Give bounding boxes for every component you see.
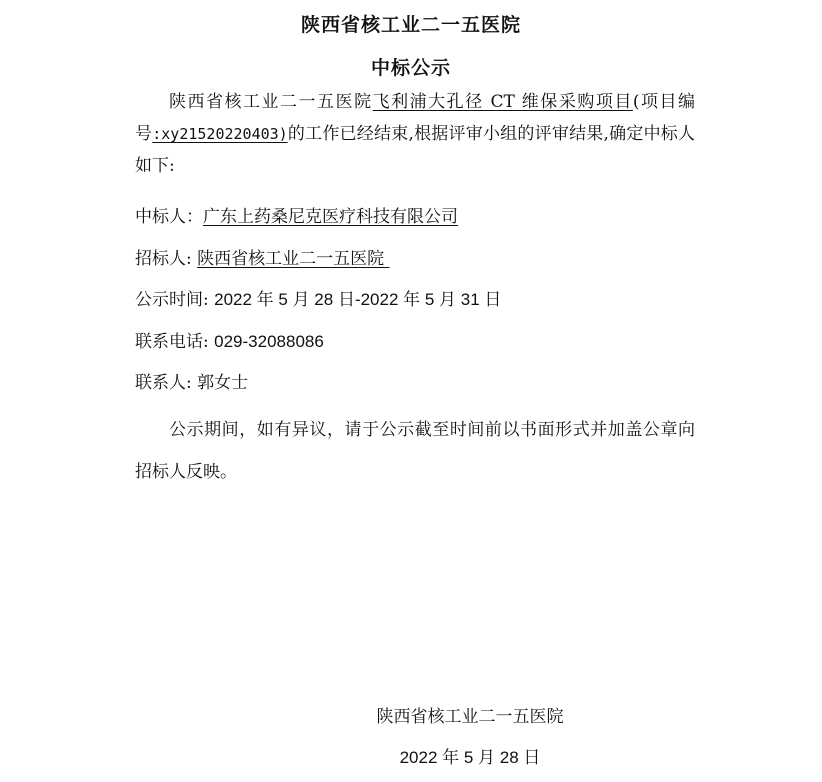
winner-label: 中标人：: [135, 207, 203, 227]
contact-label: 联系人:: [135, 373, 198, 393]
winner-line: [135, 205, 458, 229]
objection-note: 公示期间，如有异议，请于公示截至时间前以书面形式并加盖公章向招标人反映。: [135, 420, 695, 482]
project-code: :xy21520220403): [152, 125, 288, 143]
document-title: 中标公示: [370, 57, 451, 79]
intro-org: 陕西省核工业二一五医院: [169, 92, 373, 112]
phone-line: [135, 330, 324, 354]
period-label: 公示时间:: [135, 290, 215, 310]
period-line: [135, 288, 501, 312]
contact-line: [135, 371, 248, 395]
intro-rest: 的工作已经结束,根据评审小组的评审结果,确定中标人如下:: [135, 124, 696, 176]
phone-label: 联系电话:: [135, 332, 215, 352]
project-name: 飞利浦大孔径 CT 维保采购项目: [372, 92, 633, 112]
document-org-title: 陕西省核工业二一五医院: [300, 14, 521, 36]
tenderer-line: [135, 247, 390, 271]
tenderer-label: 招标人:: [135, 249, 198, 269]
phone-value: 029-32088086: [214, 332, 324, 351]
intro-paragraph: [135, 86, 695, 182]
period-value: 2022 年 5 月 28 日-2022 年 5 月 31 日: [214, 290, 502, 309]
signature-org: 陕西省核工业二一五医院: [376, 707, 564, 727]
contact-value: 郭女士: [197, 373, 249, 393]
winner-value: 广东上药桑尼克医疗科技有限公司: [203, 207, 458, 227]
project-code-label: (项目编号: [135, 92, 696, 144]
signature-date: 2022 年 5 月 28 日: [399, 748, 541, 767]
tenderer-value: 陕西省核工业二一五医院: [197, 249, 390, 269]
